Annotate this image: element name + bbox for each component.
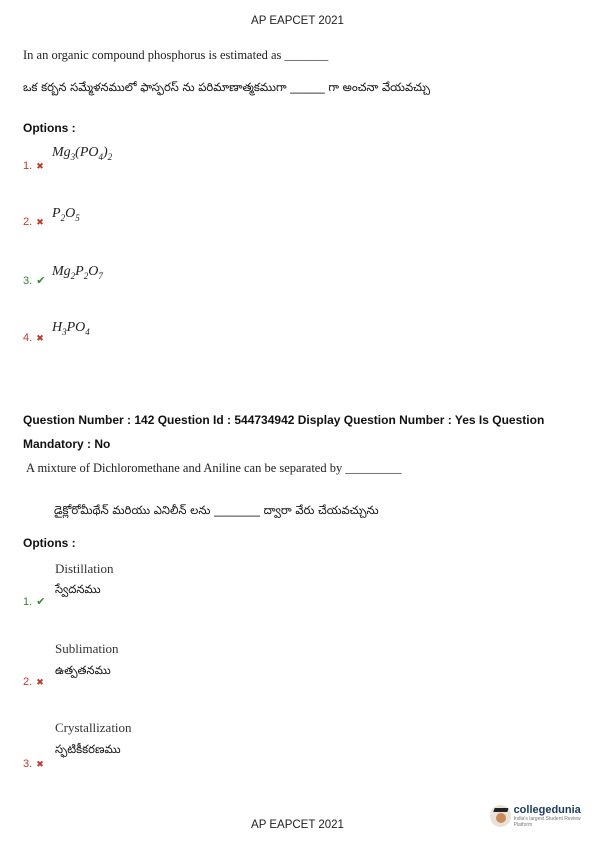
page-header: AP EAPCET 2021: [251, 15, 344, 27]
question-text-telugu: ఒక కర్బన సమ్మేళనములో ఫాస్ఫరస్ ను పరిమాణాత్మకముగా ______ గా అంచనా వేయవచ్చు: [23, 80, 431, 94]
option-2-number: 2. ✖: [23, 216, 44, 228]
logo-name: collegedunia: [513, 804, 581, 816]
question-text-english: In an organic compound phosphorus is estimated as _______: [23, 48, 329, 62]
wrong-icon: ✖: [36, 676, 44, 687]
option-2-text-english: Sublimation: [55, 641, 119, 656]
option-4-formula: $H_3PO_4$: [52, 320, 90, 337]
options-label: Options :: [23, 536, 76, 550]
option-3-number: 3. ✖: [23, 758, 44, 770]
options-label: Options :: [23, 121, 76, 135]
option-4-number: 4. ✖: [23, 332, 44, 344]
option-2-number: 2. ✖: [23, 676, 44, 688]
check-icon: ✔: [36, 596, 46, 608]
wrong-icon: ✖: [36, 758, 44, 769]
check-icon: ✔: [36, 275, 46, 287]
option-1-text-telugu: స్వేదనము: [55, 582, 101, 596]
option-3-number: 3. ✔: [23, 274, 46, 287]
question-meta-line-1: Question Number : 142 Question Id : 544734942 Display Question Number : Yes Is Question: [23, 413, 545, 427]
question-text-telugu: డైక్లోరోమీథేన్ మరియు ఎనిలీన్ లను ________ ద్వారా వేరు చేయవచ్చును: [54, 503, 379, 517]
option-3-text-telugu: స్ఫటికీకరణము: [55, 742, 121, 756]
logo-tagline: India's largest Student Review Platform: [513, 816, 581, 828]
wrong-icon: ✖: [36, 216, 44, 227]
wrong-icon: ✖: [36, 160, 44, 171]
question-meta-line-2: Mandatory : No: [23, 437, 111, 451]
collegedunia-logo: [490, 804, 595, 828]
option-1-text-english: Distillation: [55, 561, 114, 576]
option-2-text-telugu: ఉత్పతనము: [55, 663, 111, 677]
option-1-number: 1. ✔: [23, 595, 46, 608]
option-1-formula: $Mg_3(PO_4)_2$: [52, 145, 113, 162]
page-footer: AP EAPCET 2021: [251, 819, 344, 831]
mascot-icon: [490, 805, 511, 827]
option-1-number: 1. ✖: [23, 160, 44, 172]
option-3-formula: $Mg_2P_2O_7$: [52, 264, 103, 281]
wrong-icon: ✖: [36, 332, 44, 343]
option-3-text-english: Crystallization: [55, 720, 132, 735]
option-2-formula: $P_2O_5$: [52, 206, 80, 223]
question-text-english: A mixture of Dichloromethane and Aniline can be separated by _________: [26, 461, 402, 475]
